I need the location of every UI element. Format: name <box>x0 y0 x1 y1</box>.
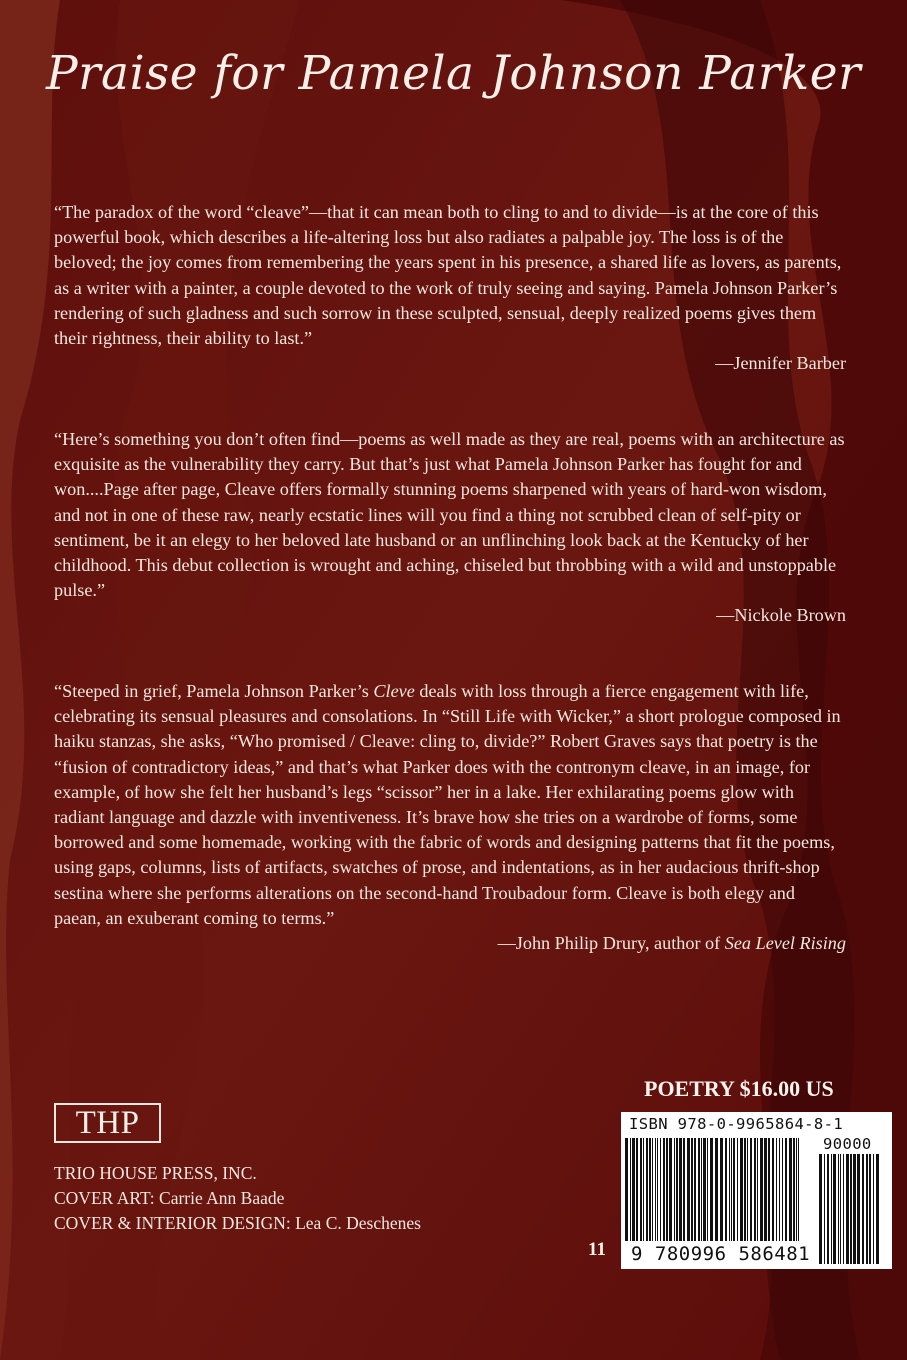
barcode-bar <box>819 1154 822 1264</box>
barcode-bar <box>660 1138 661 1241</box>
barcode-bar <box>740 1138 743 1241</box>
barcode-bar <box>857 1154 860 1264</box>
barcode-bar <box>640 1138 642 1241</box>
barcode-bar <box>772 1138 774 1241</box>
barcode-bar <box>757 1138 758 1241</box>
barcode-bar <box>707 1138 708 1241</box>
barcode-bar <box>679 1138 682 1241</box>
isbn-text: ISBN 978-0-9965864-8-1 <box>629 1115 844 1133</box>
publisher-logo <box>54 1103 161 1143</box>
barcode-bar <box>782 1138 783 1241</box>
barcode-bar <box>747 1138 748 1241</box>
blurb-text: “The paradox of the word “cleave”—that it can mean both to cling to and to divide—is at the core of this powerful book, which describes a life-altering loss but also radiates a palpable joy. The loss is of the beloved; the joy comes from remembering the years spent in his presence, a shared life as lovers, as parents, as a writer with a painter, a couple devoted to the work of truly seeing and saying. Pamela Johnson Parker’s rendering of such gladness and such sorrow in these sculpted, sensual, deeply realized poems gives them their rightness, their ability to last.” <box>54 202 842 349</box>
barcode-bar <box>676 1138 678 1241</box>
barcode-bar <box>793 1138 795 1241</box>
credits <box>54 1161 421 1236</box>
barcode-digits: 9 780996 586481 <box>631 1243 811 1265</box>
barcode-bar <box>760 1138 763 1241</box>
barcode-bar <box>729 1138 730 1241</box>
barcode-bar <box>674 1138 675 1241</box>
barcode-bar <box>750 1138 752 1241</box>
barcode-bar <box>776 1138 777 1241</box>
barcode-bar <box>663 1138 665 1241</box>
credit-cover-art: COVER ART: Carrie Ann Baade <box>54 1188 285 1208</box>
blurb-john-philip-drury <box>54 679 846 956</box>
barcode-bar <box>798 1138 799 1241</box>
barcode-bar <box>862 1154 864 1264</box>
barcode-bar <box>754 1138 756 1241</box>
barcode-bar <box>710 1138 713 1241</box>
barcode-bar <box>703 1138 706 1241</box>
barcode-bar <box>632 1138 635 1241</box>
barcode-bar <box>833 1154 836 1264</box>
attribution-book-title: Sea Level Rising <box>724 933 846 954</box>
barcode-bar <box>687 1138 690 1241</box>
barcode-bar <box>694 1138 696 1241</box>
barcode-bar <box>840 1154 841 1264</box>
barcode-bar <box>630 1138 631 1241</box>
barcode-bar <box>683 1138 685 1241</box>
barcode-bar <box>768 1138 770 1241</box>
barcode-bar <box>785 1138 787 1241</box>
barcode-addon-number: 90000 <box>823 1135 872 1153</box>
barcode-bar <box>701 1138 702 1241</box>
barcode-bar <box>657 1138 658 1241</box>
barcode-bar <box>652 1138 653 1241</box>
barcode-bar <box>779 1138 780 1241</box>
barcode-bar <box>725 1138 727 1241</box>
barcode-bar <box>789 1138 792 1241</box>
attribution-author: —John Philip Drury, author of <box>497 933 725 954</box>
credit-publisher: TRIO HOUSE PRESS, INC. <box>54 1163 257 1183</box>
barcode-bar <box>669 1138 672 1241</box>
barcode-bar <box>720 1138 723 1241</box>
barcode-bar <box>655 1138 656 1241</box>
blurb-text <box>54 679 846 931</box>
blurb-attribution <box>54 931 846 956</box>
blurb-nickole-brown <box>54 427 846 629</box>
barcode-bar <box>824 1154 825 1264</box>
barcode-bar <box>831 1154 832 1264</box>
isbn-barcode <box>621 1112 892 1269</box>
barcode-bar <box>731 1138 732 1241</box>
blurb-attribution: —Jennifer Barber <box>715 353 846 374</box>
barcode-bar <box>715 1138 718 1241</box>
barcode-bar <box>649 1138 651 1241</box>
blurb-jennifer-barber <box>54 200 846 376</box>
barcode-bar <box>764 1138 767 1241</box>
price-label: POETRY $16.00 US <box>644 1076 834 1101</box>
barcode-bar <box>843 1154 844 1264</box>
blurb-text: “Here’s something you don’t often find—poems as well made as they are real, poems with an architecture as exquisite as the vulnerability they carry. But that’s just what Pamela Johnson Parker has fought for and won....Page after page, Cleave offers formally stunning poems sharpened with years of hard-won wisdom, and not in one of these raw, nearly ecstatic lines will you find a thing not scrubbed clean of self-pity or sentiment, be it an elegy to her beloved late husband or an unflinching look back at the Kentucky of her childhood. This debut collection is wrought and aching, chiseled but throbbing with a wild and unstoppable pulse.” <box>54 429 845 601</box>
book-title-italic: Cleve <box>373 681 415 701</box>
barcode-bar <box>853 1154 856 1264</box>
barcode-bar <box>643 1138 644 1241</box>
barcode-bar <box>646 1138 648 1241</box>
barcode-addon-bars <box>819 1154 883 1264</box>
barcode-bar <box>873 1154 874 1264</box>
barcode-bar <box>691 1138 693 1241</box>
barcode-bars <box>625 1138 801 1241</box>
blurb-text-rest: deals with loss through a fierce engagement with life, celebrating its sensual pleasures and consolations. In “Still Life with Wicker,” a short prologue composed in haiku stanzas, she asks, “Who promised / Cleave: cling to, divide?” Robert Graves says that poetry is the “fusion of contradictory ideas,” and that’s what Parker does with the contronym cleave, in an image, for example, of how she felt her husband’s legs “scissor” her in a lake. Her exhilarating poems glow with radiant language and dazzle with inventiveness. It’s brave how she tries on a wardrobe of forms, some borrowed and some homemade, working with the fabric of words and designing patterns that fit the poems, using gaps, columns, lists of artifacts, swatches of prose, and indentations, as in her audacious thrift-shop sestina where she performs alterations on the second-hand Troubadour form. Cleave is both elegy and paean, an exuberant coming to terms.” <box>54 681 841 928</box>
barcode-bar <box>698 1138 700 1241</box>
blurb-attribution: —Nickole Brown <box>716 605 846 626</box>
barcode-bar <box>796 1138 797 1241</box>
barcode-bar <box>733 1138 735 1241</box>
barcode-bar <box>636 1138 638 1241</box>
barcode-bar <box>744 1138 746 1241</box>
blurb-text-start: “Steeped in grief, Pamela Johnson Parker’s <box>54 681 374 701</box>
barcode-bar <box>625 1138 628 1241</box>
barcode-bar <box>737 1138 738 1241</box>
barcode-bar <box>838 1154 839 1264</box>
barcode-bar <box>866 1154 868 1264</box>
barcode-bar <box>850 1154 852 1264</box>
barcode-bar <box>666 1138 668 1241</box>
barcode-prefix-digit: 11 <box>588 1239 606 1260</box>
barcode-bar <box>827 1154 829 1264</box>
praise-heading: Praise for Pamela Johnson Parker <box>45 46 862 101</box>
barcode-bar <box>876 1154 879 1264</box>
publisher-logo-text: THP <box>75 1104 140 1141</box>
barcode-bar <box>869 1154 871 1264</box>
credit-design: COVER & INTERIOR DESIGN: Lea C. Deschenes <box>54 1213 421 1233</box>
barcode-bar <box>846 1154 849 1264</box>
